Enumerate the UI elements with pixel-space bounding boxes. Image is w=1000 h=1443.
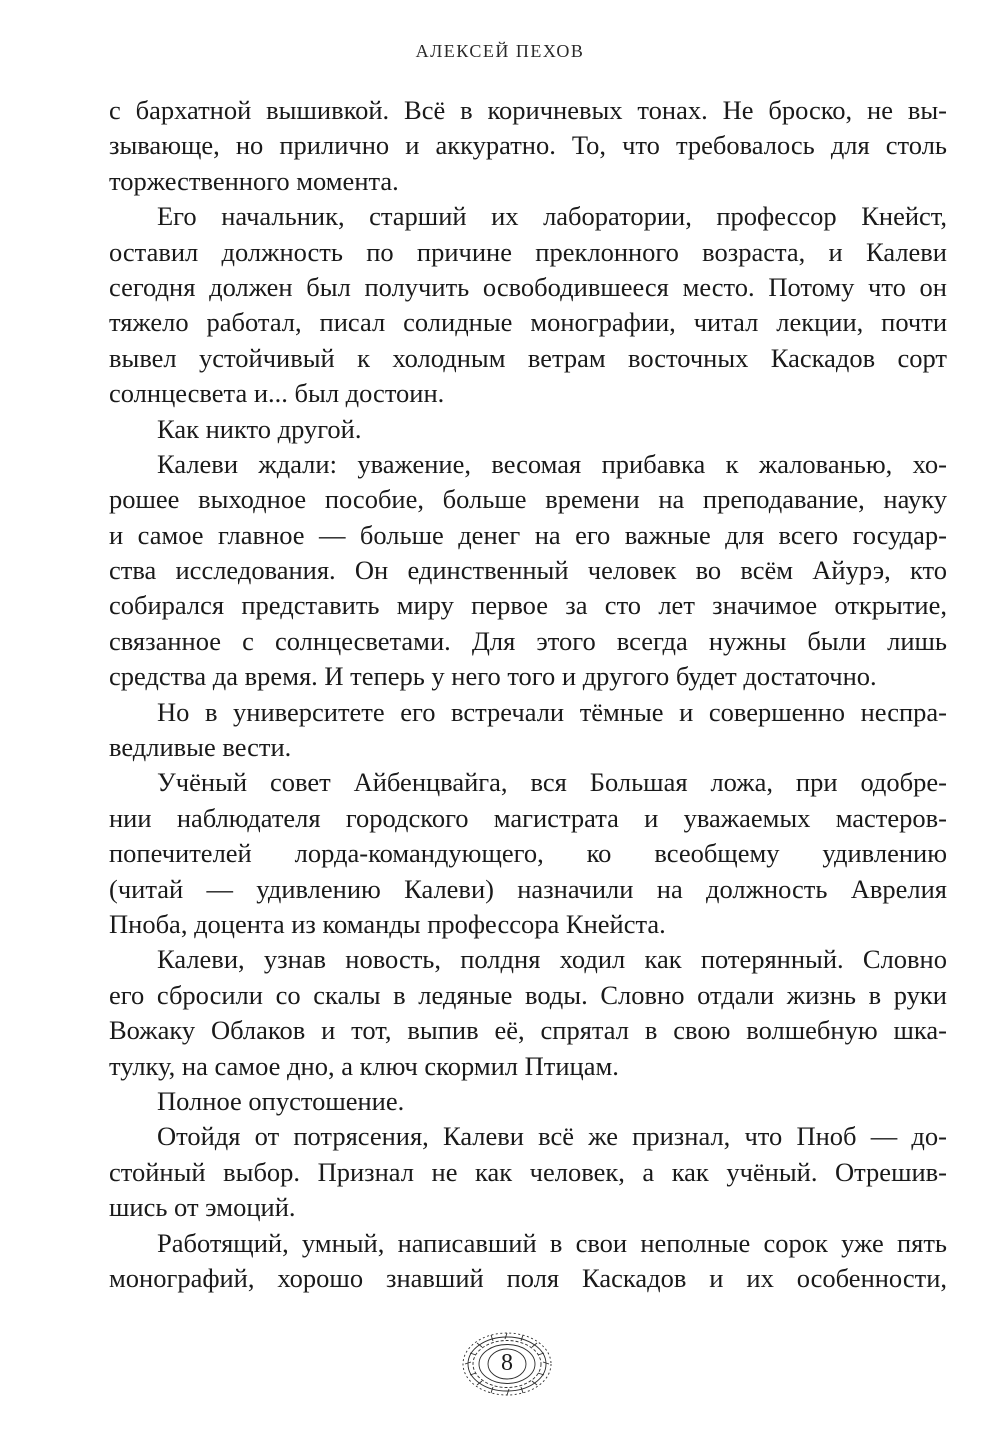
text-line: Полное опустошение. [157,1085,405,1116]
text-line: его сбросили со скалы в ледяные воды. Словно отдали жизнь в руки [109,979,947,1010]
text-line: Вожаку Облаков и тот, выпив её, спрятал в свою волшебную шка- [109,1015,947,1046]
text-line: монографий, хорошо знавший поля Каскадов и их особенности, [109,1262,947,1293]
text-line: Отойдя от потрясения, Калеви всё же признал, что Пноб — до- [157,1121,947,1152]
text-line: оставил должность по причине преклонного возраста, и Калеви [109,236,947,267]
text-line: ства исследования. Он единственный человек во всём Айурэ, кто [109,555,947,586]
text-line: с бархатной вышивкой. Всё в коричневых тонах. Не броско, не вы- [109,95,947,125]
text-line: Пноба, доцента из команды профессора Кнейста. [109,908,666,939]
text-line: Калеви ждали: уважение, весомая прибавка к жалованью, хо- [157,448,947,479]
text-line: Но в университете его встречали тёмные и совершенно неспра- [157,696,947,727]
body-text [109,93,947,1296]
text-line: Как никто другой. [157,413,362,444]
text-line: солнцесвета и... был достоин. [109,378,445,409]
text-line: нии наблюдателя городского магистрата и уважаемых мастеров- [109,802,947,833]
text-line: стойный выбор. Признал не как человек, а как учёный. Отрешив- [109,1156,947,1187]
text-line: ведливые вести. [109,732,292,763]
text-line: средства да время. И теперь у него того и другого будет достаточно. [109,661,877,692]
text-line: зывающе, но прилично и аккуратно. То, что требовалось для столь [109,130,947,161]
running-head: АЛЕКСЕЙ ПЕХОВ [415,41,585,61]
text-line: шись от эмоций. [109,1192,296,1223]
text-line: рошее выходное пособие, больше времени на преподавание, науку [109,484,947,515]
text-line: Работящий, умный, написавший в свои неполные сорок уже пять [157,1227,947,1258]
text-line: и самое главное — больше денег на его важные для всего государ- [109,519,947,550]
text-line: собирался представить миру первое за сто лет значимое открытие, [109,590,947,621]
page-number-ornament [461,1331,553,1397]
text-line: Его начальник, старший их лаборатории, профессор Кнейст, [157,201,947,232]
text-line: связанное с солнцесветами. Для этого всегда нужны были лишь [109,625,947,656]
text-line: Учёный совет Айбенцвайга, вся Большая ложа, при одобре- [157,767,947,798]
text-line: тулку, на самое дно, а ключ скормил Птицам. [109,1050,619,1081]
text-line: вывел устойчивый к холодным ветрам восточных Каскадов сорт [109,342,947,373]
text-line: (читай — удивлению Калеви) назначили на должность Аврелия [109,873,947,904]
text-line: сегодня должен был получить освободившееся место. Потому что он [109,271,947,302]
text-line: торжественного момента. [109,165,399,196]
text-line: попечителей лорда-командующего, ко всеобщему удивлению [109,838,947,869]
page-number: 8 [501,1350,513,1376]
text-line: Калеви, узнав новость, полдня ходил как потерянный. Словно [157,944,947,975]
text-line: тяжело работал, писал солидные монографии, читал лекции, почти [109,307,947,338]
